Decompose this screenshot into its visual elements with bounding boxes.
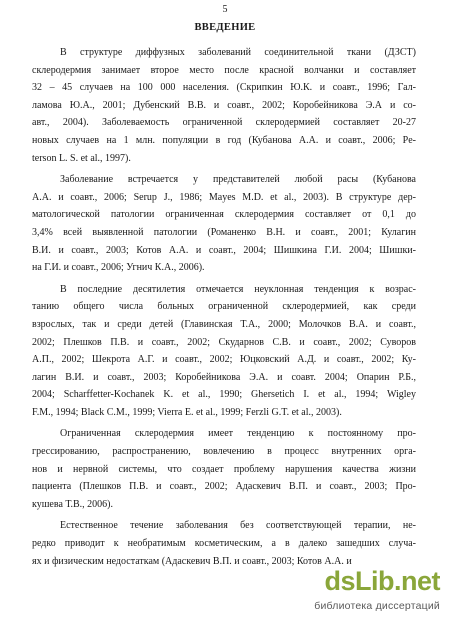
text-line: матологической патологии ограниченная склеродермия составляет от 0,1 до: [32, 209, 416, 221]
text-line: ламова Ю.А., 2001; Дубенский В.В. и соавт., 2002; Коробейникова Э.А и со-: [32, 99, 416, 111]
text-line: лагин В.И. и соавт., 2003; Коробейникова Э.А. и соавт. 2004; Опарин Р.Б.,: [32, 371, 416, 383]
text-line: Ограниченная склеродермия имеет тенденцию к постоянному про-: [60, 428, 416, 440]
paragraph: [32, 44, 416, 167]
text-line: ях и физическим недостаткам (Адаскевич В.П. и соавт., 2003; Котов А.А. и: [32, 555, 352, 567]
page-number: 5: [222, 4, 228, 15]
text-line: А.П., 2002; Шекрота А.Г. и соавт., 2002; Юцковский А.Д. и соавт., 2002; Ку-: [32, 354, 416, 366]
watermark-subtitle: библиотека диссертаций: [314, 600, 440, 612]
text-line: пациента (Плешков П.В. и соавт., 2002; Адаскевич В.П. и соавт., 2003; Про-: [32, 481, 416, 493]
text-line: F.M., 1994; Black C.M., 1999; Vierra E. et al., 1999; Ferzli G.T. et al., 2003).: [32, 406, 342, 418]
text-line: В структуре диффузных заболеваний соединительной ткани (ДЗСТ): [60, 47, 416, 58]
text-line: танию общего числа больных ограниченной склеродермией, как среди: [32, 301, 416, 313]
text-line: В последние десятилетия отмечается неуклонная тенденция к возрас-: [60, 283, 416, 295]
text-line: terson L. S. et al., 1997).: [32, 152, 131, 164]
text-line: В.И. и соавт., 2003; Котов А.А. и соавт., 2004; Шишкина Г.И. 2004; Шишки-: [32, 244, 416, 256]
text-line: грессированию, распространению, вовлечению в процесс внутренних орга-: [32, 446, 416, 458]
text-line: редко приводит к необратимым косметическим, а в далеко зашедших случа-: [32, 538, 416, 550]
text-line: Естественное течение заболевания без соответствующей терапии, не-: [60, 520, 416, 532]
text-line: склеродермия занимает второе место после красной волчанки и составляет: [32, 64, 416, 76]
text-line: на Г.И. и соавт., 2006; Угнич К.А., 2006).: [32, 262, 205, 274]
text-line: взрослых, так и среди детей (Главинская Т.А., 2000; Молочков В.А. и соавт.,: [32, 318, 416, 330]
watermark: [296, 564, 446, 618]
paragraph: [32, 171, 416, 277]
section-heading: ВВЕДЕНИЕ: [194, 22, 256, 33]
text-line: нов и нервной системы, что создает проблему нарушения качества жизни: [32, 463, 416, 475]
text-line: 3,4% всей выявленной патологии (Романенко В.Н. и соавт., 2001; Кулагин: [32, 226, 416, 238]
text-line: авт., 2004). Заболеваемость ограниченной склеродермией составляет 20-27: [32, 117, 416, 129]
text-line: кушева Т.В., 2006).: [32, 498, 113, 510]
text-line: 32 – 45 случаев на 100 000 населения. (Скрипкин Ю.К. и соавт., 1996; Гал-: [32, 82, 416, 94]
watermark-logo: dsLib.net: [324, 566, 440, 596]
text-line: 2004; Scharffetter-Kochanek K. et al., 1990; Ghersetich I. et al., 1994; Wigley: [32, 389, 416, 401]
text-line: Заболевание встречается у представителей любой расы (Кубанова: [60, 174, 416, 186]
paragraph: [32, 281, 416, 422]
text-line: 2002; Плешков П.В. и соавт., 2002; Скударнов С.В. и соавт., 2002; Суворов: [32, 336, 416, 348]
paragraph: [32, 425, 416, 513]
paragraph: [32, 517, 416, 570]
text-line: новых случаев на 1 млн. популяции в год (Кубанова А.А. и соавт., 2006; Pe-: [32, 134, 416, 146]
text-line: А.А. и соавт., 2006; Serup J., 1986; Mayes M.D. et al., 2003). В структуре дер-: [32, 191, 416, 203]
body-text: [32, 44, 416, 574]
